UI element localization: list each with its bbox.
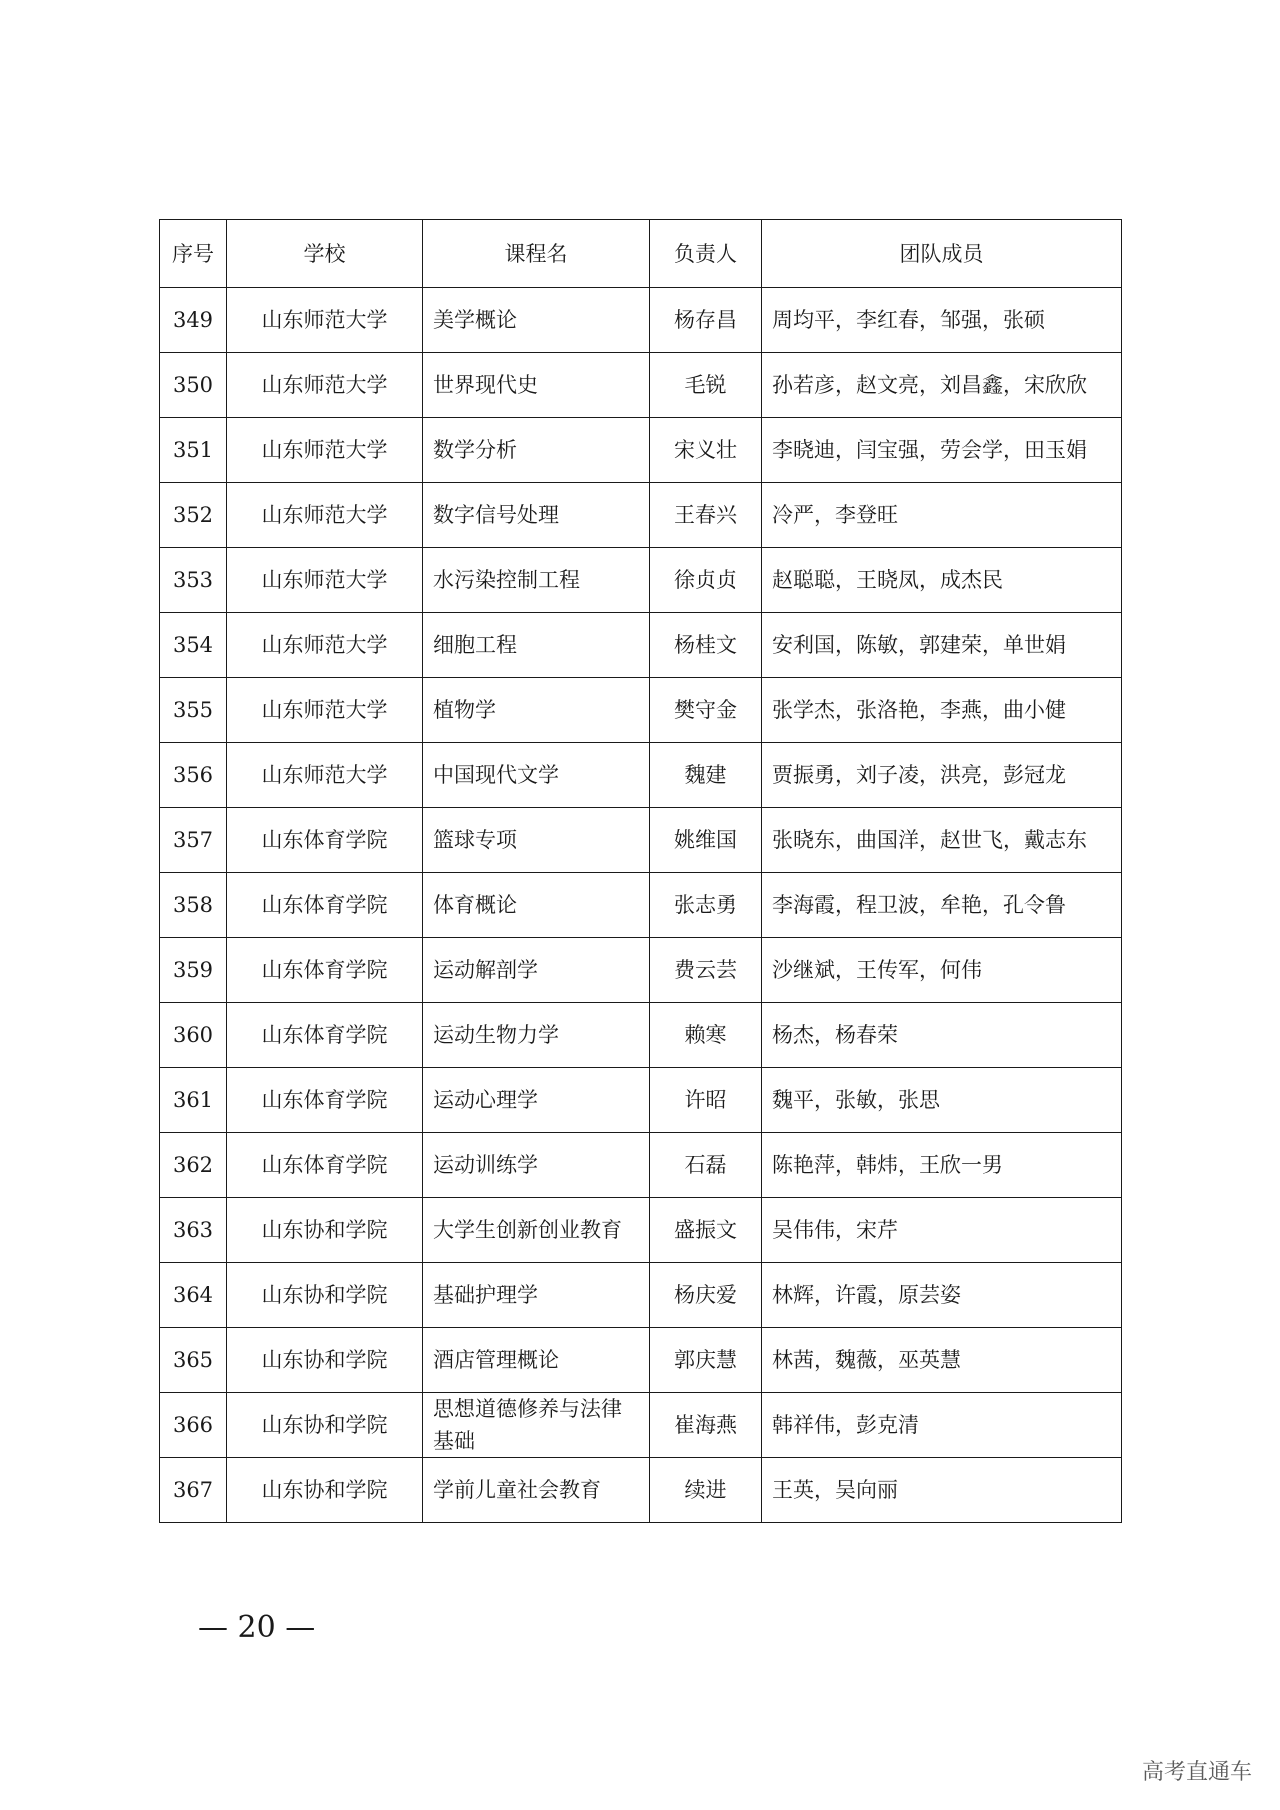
table-row	[160, 1133, 1122, 1198]
cell-members: 吴伟伟，宋芹	[762, 1198, 1122, 1263]
table-row	[160, 1068, 1122, 1133]
cell-school: 山东师范大学	[227, 743, 423, 808]
cell-school: 山东师范大学	[227, 548, 423, 613]
cell-no: 357	[160, 808, 227, 873]
cell-members: 韩祥伟，彭克清	[762, 1393, 1122, 1458]
cell-school: 山东师范大学	[227, 418, 423, 483]
cell-leader: 徐贞贞	[650, 548, 762, 613]
cell-course: 运动训练学	[423, 1133, 650, 1198]
cell-school: 山东协和学院	[227, 1393, 423, 1458]
table-body	[160, 288, 1122, 1523]
cell-members: 林辉，许霞，原芸姿	[762, 1263, 1122, 1328]
cell-course: 美学概论	[423, 288, 650, 353]
cell-school: 山东体育学院	[227, 873, 423, 938]
cell-course: 数字信号处理	[423, 483, 650, 548]
header-row	[160, 220, 1122, 288]
cell-no: 350	[160, 353, 227, 418]
cell-no: 358	[160, 873, 227, 938]
cell-course: 数学分析	[423, 418, 650, 483]
table-row	[160, 1263, 1122, 1328]
cell-no: 364	[160, 1263, 227, 1328]
table-row	[160, 418, 1122, 483]
cell-course: 水污染控制工程	[423, 548, 650, 613]
header-school: 学校	[227, 220, 423, 288]
table-row	[160, 1328, 1122, 1393]
cell-leader: 宋义壮	[650, 418, 762, 483]
cell-no: 365	[160, 1328, 227, 1393]
cell-no: 367	[160, 1458, 227, 1523]
cell-leader: 赖寒	[650, 1003, 762, 1068]
cell-leader: 王春兴	[650, 483, 762, 548]
cell-school: 山东体育学院	[227, 808, 423, 873]
cell-school: 山东师范大学	[227, 613, 423, 678]
cell-leader: 盛振文	[650, 1198, 762, 1263]
cell-school: 山东师范大学	[227, 483, 423, 548]
cell-school: 山东师范大学	[227, 288, 423, 353]
cell-course: 酒店管理概论	[423, 1328, 650, 1393]
cell-members: 沙继斌，王传军，何伟	[762, 938, 1122, 1003]
cell-members: 贾振勇，刘子凌，洪亮，彭冠龙	[762, 743, 1122, 808]
cell-no: 361	[160, 1068, 227, 1133]
cell-school: 山东协和学院	[227, 1328, 423, 1393]
cell-course: 中国现代文学	[423, 743, 650, 808]
cell-course: 基础护理学	[423, 1263, 650, 1328]
cell-course: 体育概论	[423, 873, 650, 938]
cell-course: 运动心理学	[423, 1068, 650, 1133]
header-no: 序号	[160, 220, 227, 288]
table-row	[160, 873, 1122, 938]
cell-school: 山东体育学院	[227, 938, 423, 1003]
cell-no: 352	[160, 483, 227, 548]
table-row	[160, 288, 1122, 353]
cell-leader: 杨存昌	[650, 288, 762, 353]
cell-school: 山东协和学院	[227, 1263, 423, 1328]
cell-leader: 许昭	[650, 1068, 762, 1133]
cell-leader: 毛锐	[650, 353, 762, 418]
cell-leader: 续进	[650, 1458, 762, 1523]
cell-no: 356	[160, 743, 227, 808]
cell-leader: 杨庆爱	[650, 1263, 762, 1328]
cell-leader: 姚维国	[650, 808, 762, 873]
cell-members: 张学杰，张洛艳，李燕，曲小健	[762, 678, 1122, 743]
header-course: 课程名	[423, 220, 650, 288]
cell-leader: 杨桂文	[650, 613, 762, 678]
cell-leader: 张志勇	[650, 873, 762, 938]
cell-leader: 费云芸	[650, 938, 762, 1003]
cell-members: 杨杰，杨春荣	[762, 1003, 1122, 1068]
table-row	[160, 548, 1122, 613]
cell-members: 孙若彦，赵文亮，刘昌鑫，宋欣欣	[762, 353, 1122, 418]
cell-members: 赵聪聪，王晓凤，成杰民	[762, 548, 1122, 613]
cell-course: 世界现代史	[423, 353, 650, 418]
cell-school: 山东体育学院	[227, 1003, 423, 1068]
table-row	[160, 353, 1122, 418]
cell-no: 353	[160, 548, 227, 613]
cell-leader: 郭庆慧	[650, 1328, 762, 1393]
table-row	[160, 808, 1122, 873]
cell-members: 魏平，张敏，张思	[762, 1068, 1122, 1133]
cell-course: 细胞工程	[423, 613, 650, 678]
cell-leader: 樊守金	[650, 678, 762, 743]
cell-course: 运动生物力学	[423, 1003, 650, 1068]
cell-no: 354	[160, 613, 227, 678]
table-row	[160, 1198, 1122, 1263]
cell-members: 王英，吴向丽	[762, 1458, 1122, 1523]
course-table	[159, 219, 1122, 1523]
header-leader: 负责人	[650, 220, 762, 288]
cell-members: 冷严，李登旺	[762, 483, 1122, 548]
table-row	[160, 1458, 1122, 1523]
cell-members: 陈艳萍，韩炜，王欣一男	[762, 1133, 1122, 1198]
cell-school: 山东师范大学	[227, 353, 423, 418]
cell-no: 349	[160, 288, 227, 353]
table-header	[160, 220, 1122, 288]
cell-course: 植物学	[423, 678, 650, 743]
table-row	[160, 743, 1122, 808]
cell-members: 周均平，李红春，邹强，张硕	[762, 288, 1122, 353]
cell-course: 思想道德修养与法律基础	[423, 1393, 650, 1458]
cell-course: 篮球专项	[423, 808, 650, 873]
cell-leader: 石磊	[650, 1133, 762, 1198]
cell-members: 李晓迪，闫宝强，劳会学，田玉娟	[762, 418, 1122, 483]
page-number: — 20 —	[198, 1610, 316, 1645]
cell-school: 山东师范大学	[227, 678, 423, 743]
cell-course: 学前儿童社会教育	[423, 1458, 650, 1523]
cell-no: 362	[160, 1133, 227, 1198]
cell-members: 安利国，陈敏，郭建荣，单世娟	[762, 613, 1122, 678]
cell-no: 355	[160, 678, 227, 743]
table-row	[160, 613, 1122, 678]
table-row	[160, 678, 1122, 743]
table-row	[160, 1003, 1122, 1068]
cell-members: 林茜，魏薇，巫英慧	[762, 1328, 1122, 1393]
cell-course: 运动解剖学	[423, 938, 650, 1003]
cell-members: 张晓东，曲国洋，赵世飞，戴志东	[762, 808, 1122, 873]
cell-no: 366	[160, 1393, 227, 1458]
table-row	[160, 938, 1122, 1003]
cell-no: 363	[160, 1198, 227, 1263]
cell-course: 大学生创新创业教育	[423, 1198, 650, 1263]
cell-no: 360	[160, 1003, 227, 1068]
cell-no: 351	[160, 418, 227, 483]
cell-school: 山东体育学院	[227, 1133, 423, 1198]
table-row	[160, 483, 1122, 548]
cell-school: 山东协和学院	[227, 1198, 423, 1263]
cell-leader: 崔海燕	[650, 1393, 762, 1458]
cell-leader: 魏建	[650, 743, 762, 808]
cell-school: 山东协和学院	[227, 1458, 423, 1523]
cell-school: 山东体育学院	[227, 1068, 423, 1133]
cell-no: 359	[160, 938, 227, 1003]
watermark: 高考直通车	[1141, 1760, 1252, 1785]
cell-members: 李海霞，程卫波，牟艳，孔令鲁	[762, 873, 1122, 938]
header-members: 团队成员	[762, 220, 1122, 288]
table-row	[160, 1393, 1122, 1458]
